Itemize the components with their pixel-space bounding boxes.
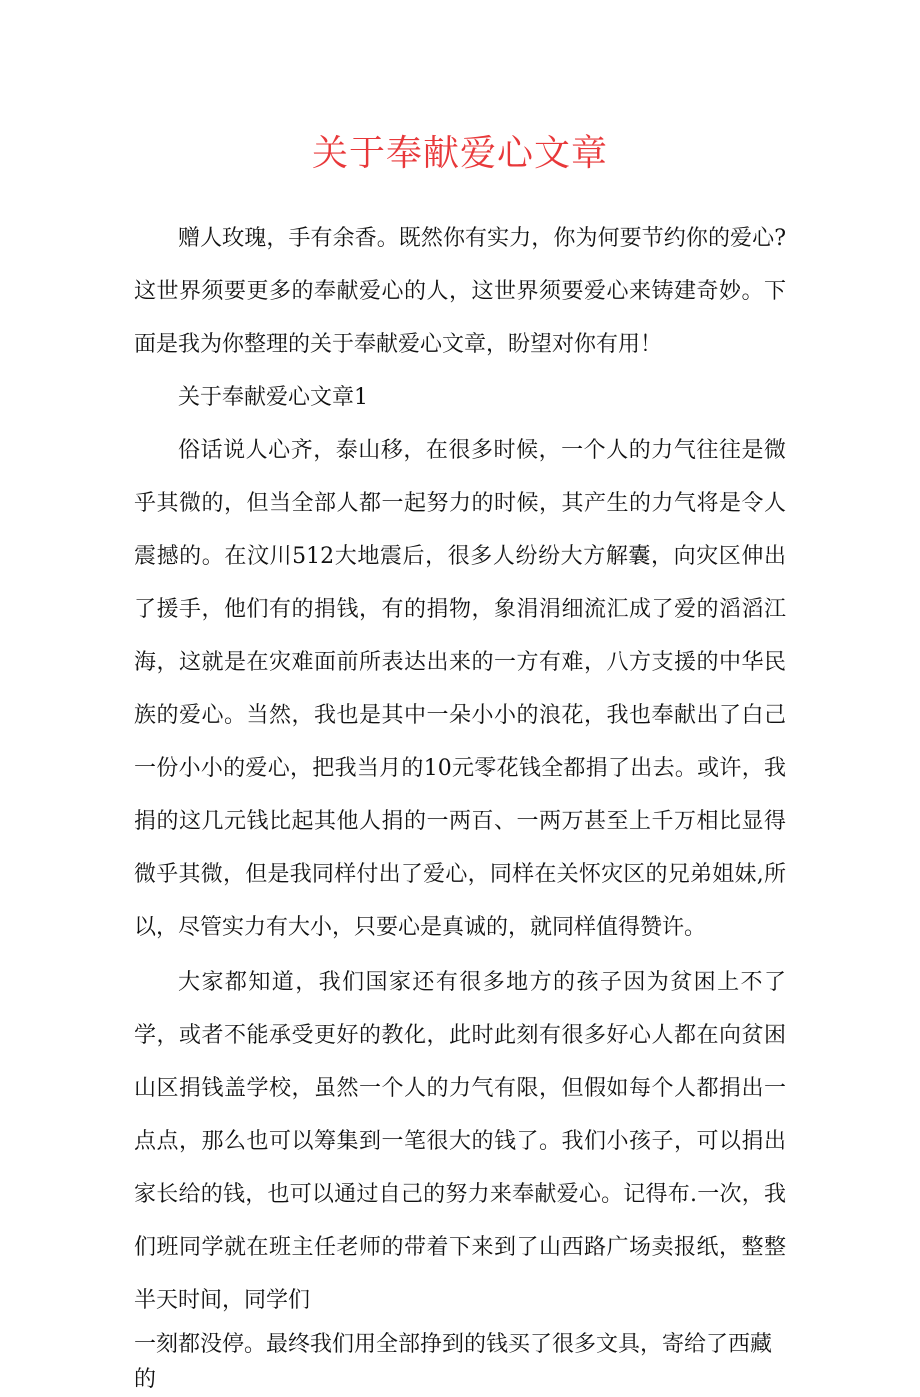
intro-paragraph: 赠人玫瑰，手有余香。既然你有实力，你为何要节约你的爱心?这世界须要更多的奉献爱心的人，这世界须要爱心来铸建奇妙。下面是我为你整理的关于奉献爱心文章，盼望对你有用！ (134, 226, 786, 357)
document-title: 关于奉献爱心文章 (311, 133, 608, 174)
body-paragraph-2: 大家都知道，我们国家还有很多地方的孩子因为贫困上不了学，或者不能承受更好的教化，此时此刻有很多好心人都在向贫困山区捐钱盖学校，虽然一个人的力气有限，但假如每个人都捐出一点点，那么也可以筹集到一笔很大的钱了。我们小孩子，可以捐出家长给的钱，也可以通过自己的努力来奉献爱心。记得布.一次，我们班同学就在班主任老师的带着下来到了山西路广场卖报纸，整整半天时间，同学们 (134, 970, 786, 1313)
body-paragraph-2-continuation (134, 1327, 786, 1397)
body-paragraph-1: 俗话说人心齐，泰山移，在很多时候，一个人的力气往往是微乎其微的，但当全部人都一起努力的时候，其产生的力气将是令人震撼的。在汶川512大地震后，很多人纷纷大方解囊，向灾区伸出了援手，他们有的捐钱，有的捐物，象涓涓细流汇成了爱的滔滔江海，这就是在灾难面前所表达出来的一方有难，八方支援的中华民族的爱心。当然，我也是其中一朵小小的浪花，我也奉献出了白己一份小小的爱心，把我当月的10元零花钱全都捐了出去。或许，我捐的这几元钱比起其他人捐的一两百、一两万甚至上千万相比显得微乎其微，但是我同样付出了爱心，同样在关怀灾区的兄弟姐妹,所以，尽管实力有大小，只要心是真诚的，就同样值得赞许。 (134, 438, 786, 940)
document-body (134, 212, 786, 1397)
section-subheading: 关于奉献爱心文章1 (178, 385, 368, 410)
continuation-line: 一刻都没停。最终我们用全部挣到的钱买了很多文具，寄给了西藏的 (134, 1332, 773, 1392)
